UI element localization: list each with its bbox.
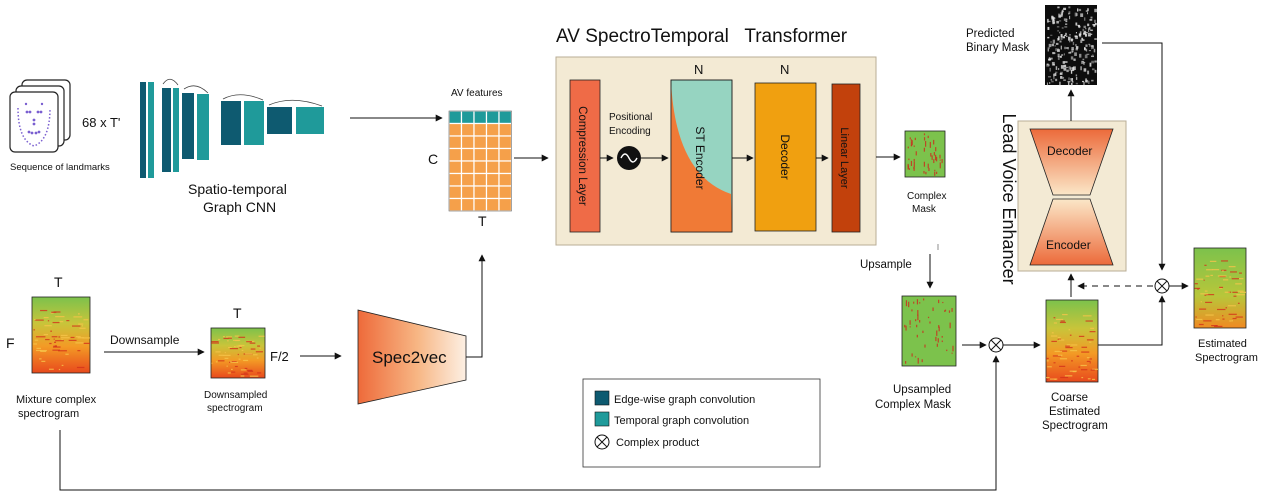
complex-product-icon — [595, 435, 609, 449]
arrow-mixture-to-product — [60, 356, 996, 490]
feature-cell — [474, 136, 487, 149]
predicted-mask-label: Predicted — [966, 28, 1015, 40]
legend-temporal-swatch — [595, 412, 609, 426]
feature-cell — [474, 111, 487, 124]
complex-product-icon — [1155, 279, 1169, 293]
mixture-t-label: T — [54, 274, 63, 290]
complex-product-icon — [989, 338, 1003, 352]
complex-mask-label: Complex — [907, 191, 947, 202]
upsampled-mask-image — [902, 296, 956, 366]
arrow-spec2vec-to-features — [466, 255, 482, 357]
feature-cell — [474, 174, 487, 187]
feature-cell — [462, 111, 475, 124]
feature-cell — [487, 199, 500, 212]
legend — [583, 379, 820, 467]
encoder-n-label: N — [694, 62, 704, 77]
feature-cell — [474, 199, 487, 212]
decoder-n-label: N — [780, 62, 790, 77]
upsample-label: Upsample — [860, 259, 912, 271]
feature-cell — [462, 149, 475, 162]
complex-mask-label: Mask — [912, 204, 936, 215]
feature-cell — [462, 199, 475, 212]
edge-conv-layer — [267, 107, 292, 134]
feature-cell — [474, 186, 487, 199]
feature-cell — [474, 161, 487, 174]
lead-voice-decoder-label: Decoder — [1047, 144, 1093, 158]
downsampled-spectrogram-image — [211, 328, 265, 378]
positional-encoding-label: Encoding — [609, 126, 651, 137]
arrow-coarse-to-product — [1098, 296, 1162, 345]
feature-cell — [462, 136, 475, 149]
feature-cell — [499, 161, 512, 174]
predicted-mask-image — [1045, 5, 1097, 86]
downsampled-label: Downsampled — [204, 390, 268, 401]
downsampled-t-label: T — [233, 305, 242, 321]
feature-cell — [487, 161, 500, 174]
feature-cell — [487, 136, 500, 149]
st-encoder-label: ST Encoder — [693, 126, 707, 190]
feature-cell — [462, 174, 475, 187]
lead-voice-encoder-label: Encoder — [1046, 238, 1091, 252]
edge-conv-layer — [140, 82, 146, 178]
transformer-decoder-label: Decoder — [778, 134, 792, 180]
downsampled-label: spectrogram — [207, 403, 263, 414]
legend-edge-swatch — [595, 391, 609, 405]
edge-conv-layer — [162, 88, 171, 172]
upsampled-mask-label: Complex Mask — [875, 399, 952, 411]
coarse-label: Coarse — [1051, 392, 1089, 404]
feature-cell — [487, 174, 500, 187]
feature-cell — [499, 186, 512, 199]
downsample-label: Downsample — [110, 333, 180, 347]
feature-cell — [449, 149, 462, 162]
graph-cnn-label: Graph CNN — [203, 199, 277, 215]
av-features-label: AV features — [451, 88, 503, 99]
feature-cell — [449, 111, 462, 124]
feature-cell — [449, 186, 462, 199]
coarse-spectrogram-image — [1046, 300, 1098, 382]
feature-cell — [449, 124, 462, 137]
downsampled-f-label: F/2 — [270, 349, 289, 364]
temporal-conv-layer — [296, 107, 324, 134]
av-features-t-label: T — [478, 213, 487, 229]
graph-cnn-blocks — [140, 79, 324, 178]
feature-cell — [462, 124, 475, 137]
graph-cnn-label: Spatio-temporal — [188, 181, 287, 197]
edge-conv-layer — [182, 93, 194, 159]
feature-cell — [499, 111, 512, 124]
landmarks-caption: Sequence of landmarks — [10, 162, 110, 173]
feature-cell — [499, 124, 512, 137]
linear-layer-label: Linear Layer — [838, 127, 850, 189]
upsampled-mask-label: Upsampled — [893, 384, 952, 396]
feature-cell — [474, 149, 487, 162]
coarse-label: Spectrogram — [1042, 420, 1108, 432]
temporal-conv-layer — [173, 88, 179, 172]
landmarks-dims: 68 x T' — [82, 115, 121, 130]
temporal-conv-layer — [197, 94, 209, 160]
feature-cell — [487, 124, 500, 137]
predicted-mask-label: Binary Mask — [966, 42, 1030, 54]
legend-edge-label: Edge-wise graph convolution — [614, 394, 756, 406]
mixture-spectrogram-image — [32, 297, 90, 373]
coarse-label: Estimated — [1049, 406, 1101, 418]
feature-cell — [487, 111, 500, 124]
temporal-conv-layer — [148, 82, 154, 178]
av-features-c-label: C — [428, 151, 439, 167]
spec2vec-label: Spec2vec — [372, 348, 447, 367]
feature-cell — [487, 186, 500, 199]
av-features-grid — [449, 111, 512, 211]
lead-voice-label: Lead Voice Enhancer — [999, 113, 1019, 285]
feature-cell — [449, 161, 462, 174]
estimated-label: Estimated — [1198, 338, 1247, 350]
feature-cell — [487, 149, 500, 162]
feature-cell — [462, 161, 475, 174]
feature-cell — [462, 186, 475, 199]
mixture-label: spectrogram — [18, 408, 80, 420]
estimated-spectrogram-image — [1194, 248, 1246, 328]
feature-cell — [449, 174, 462, 187]
legend-temporal-label: Temporal graph convolution — [614, 415, 750, 427]
feature-cell — [499, 149, 512, 162]
complex-mask-image — [905, 131, 945, 177]
feature-cell — [474, 124, 487, 137]
feature-cell — [499, 136, 512, 149]
feature-cell — [449, 199, 462, 212]
compression-layer-label: Compression Layer — [576, 106, 588, 206]
feature-cell — [499, 199, 512, 212]
legend-product-label: Complex product — [616, 437, 700, 449]
estimated-label: Spectrogram — [1195, 352, 1258, 364]
landmarks-stack — [10, 80, 70, 152]
edge-conv-layer — [221, 101, 241, 145]
mixture-f-label: F — [6, 335, 15, 351]
temporal-conv-layer — [244, 101, 264, 145]
feature-cell — [499, 174, 512, 187]
mixture-label: Mixture complex — [16, 394, 97, 406]
feature-cell — [449, 136, 462, 149]
positional-encoding-label: Positional — [609, 112, 653, 123]
diagram-title: AV SpectroTemporal Transformer — [556, 26, 848, 47]
